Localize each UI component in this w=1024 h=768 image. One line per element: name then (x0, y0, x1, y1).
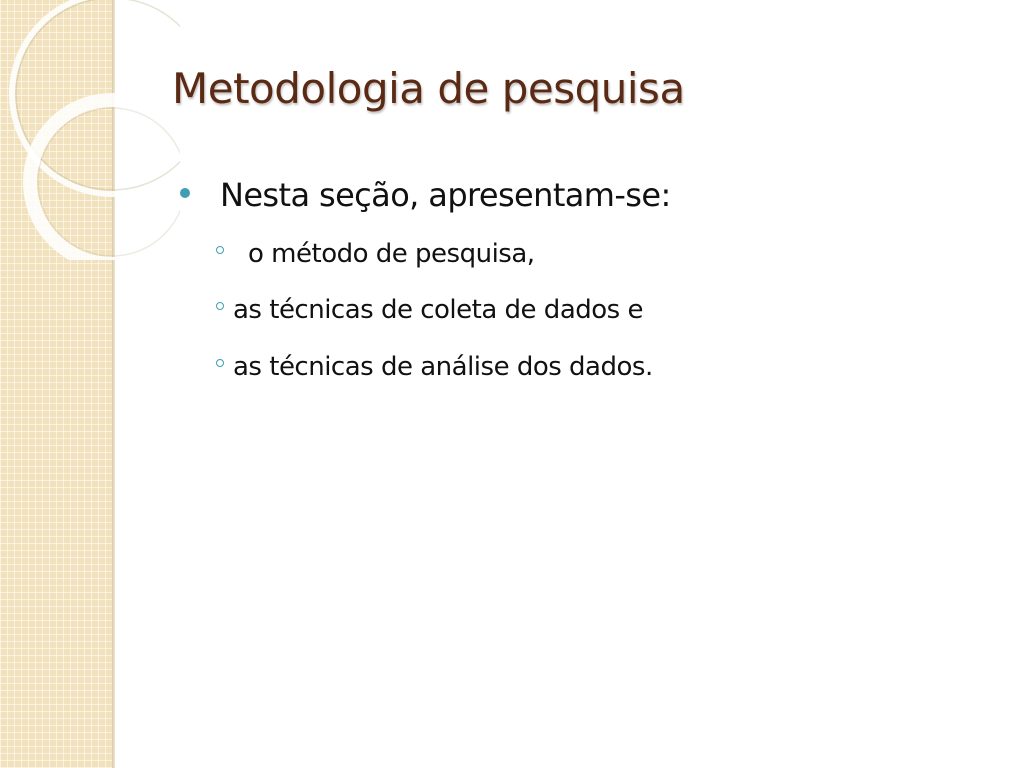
subbullet-ring-icon (216, 246, 224, 254)
subbullet-item (216, 295, 643, 325)
subbullet-ring-icon (216, 359, 224, 367)
bullet-item (180, 176, 671, 214)
bullet-dot-icon (180, 188, 190, 198)
subbullet-text: as técnicas de coleta de dados e (233, 295, 643, 325)
subbullet-item (216, 352, 653, 382)
decorative-rings (0, 0, 180, 260)
bullet-text: Nesta seção, apresentam-se: (220, 176, 671, 214)
subbullet-ring-icon (216, 302, 224, 310)
subbullet-item (216, 239, 535, 269)
slide-title: Metodologia de pesquisa (172, 64, 685, 113)
subbullet-text: o método de pesquisa, (248, 239, 535, 269)
subbullet-text: as técnicas de análise dos dados. (233, 352, 653, 382)
